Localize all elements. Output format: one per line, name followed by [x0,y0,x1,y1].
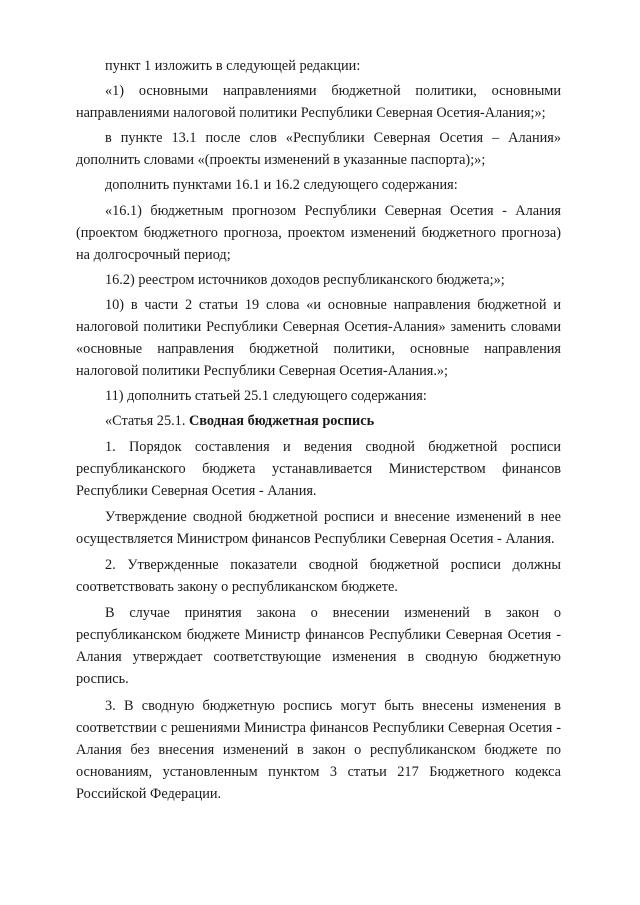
paragraph-10: 1. Порядок составления и ведения сводной бюджетной росписи республиканского бюджета устанавливается Министерством финансов Республики Северная Осетия - Алания. [76,438,561,499]
paragraph-11: Утверждение сводной бюджетной росписи и внесение изменений в нее осуществляется Министром финансов Республики Северная Осетия - Алания. [76,508,561,547]
paragraph-8: 11) дополнить статьей 25.1 следующего содержания: [105,388,427,405]
article-heading [76,410,561,432]
paragraph-12: 2. Утвержденные показатели сводной бюджетной росписи должны соответствовать закону о республиканском бюджете. [76,556,561,596]
paragraph-14: 3. В сводную бюджетную роспись могут быть внесены изменения в соответствии с решениями Министра финансов Республики Северная Осетия - Алания без внесения изменений в закон о республиканском бюджете по основаниям, установленным пунктом 3 статьи 217 Бюджетного кодекса Российской Федерации. [76,697,561,802]
article-heading-title: Сводная бюджетная роспись [188,413,375,430]
paragraph-7: 10) в части 2 статьи 19 слова «и основные направления бюджетной и налоговой политики Республики Северная Осетия-Алания» заменить словами «основные направления бюджетной политики, основные направления налоговой политики Республики Северная Осетия-Алания.»; [76,296,561,380]
article-heading-prefix: «Статья 25.1. [105,413,189,430]
paragraph-6: 16.2) реестром источников доходов республиканского бюджета;»; [105,271,505,288]
document-page [76,55,561,805]
paragraph-13: В случае принятия закона о внесении изменений в закон о республиканском бюджете Министр финансов Республики Северная Осетия - Алания утверждает соответствующие изменения в сводную бюджетную роспись. [76,605,561,688]
paragraph-5: «16.1) бюджетным прогнозом Республики Северная Осетия - Алания (проектом бюджетного прогноза, проектом изменений бюджетного прогноза) на долгосрочный период; [76,202,561,263]
paragraph-1: пункт 1 изложить в следующей редакции: [105,58,361,74]
paragraph-3: в пункте 13.1 после слов «Республики Северная Осетия – Алания» дополнить словами «(проекты изменений в указанные паспорта);»; [76,130,561,169]
paragraph-2: «1) основными направлениями бюджетной политики, основными направлениями налоговой политики Республики Северная Осетия-Алания;»; [76,83,561,122]
paragraph-4: дополнить пунктами 16.1 и 16.2 следующего содержания: [105,177,458,194]
